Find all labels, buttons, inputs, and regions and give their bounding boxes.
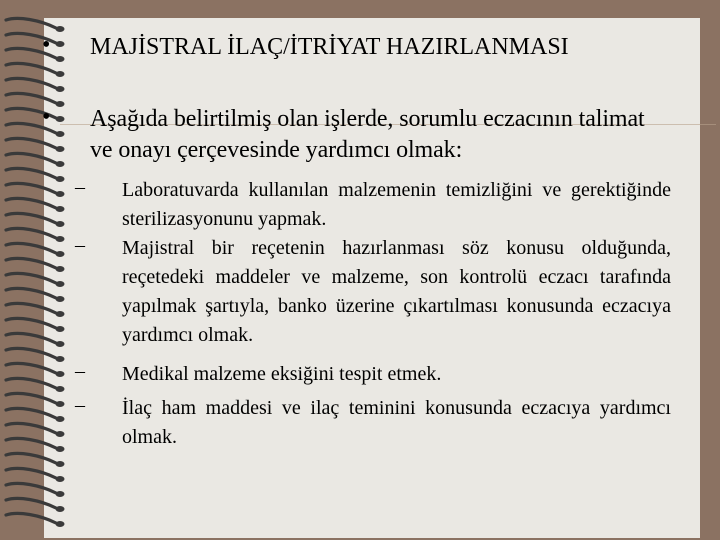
sub-bullet-marker: – <box>75 360 85 382</box>
bullet-marker: • <box>42 104 51 130</box>
bullet-text: MAJİSTRAL İLAÇ/İTRİYAT HAZIRLANMASI <box>90 34 569 60</box>
sub-bullet-text: Majistral bir reçetenin hazırlanması söz konusu olduğunda, reçetedeki maddeler ve malzeme, son kontrolü eczacı tarafında yapılmak şartıyla, banko üzerine çıkartılması konusunda eczacıya yardımcı olmak. <box>122 237 671 346</box>
sub-bullet-marker: – <box>75 176 85 198</box>
bullet-text: Aşağıda belirtilmiş olan işlerde, sorumlu eczacının talimat ve onayı çerçevesinde yardımcı olmak: <box>90 106 645 163</box>
sub-bullet-marker: – <box>75 234 85 256</box>
sub-bullet-text: Medikal malzeme eksiğini tespit etmek. <box>122 363 442 385</box>
sub-bullet-text: Laboratuvarda kullanılan malzemenin temizliğini ve gerektiğinde sterilizasyonunu yapmak. <box>122 179 671 230</box>
sub-bullet-text: İlaç ham maddesi ve ilaç teminini konusunda eczacıya yardımcı olmak. <box>122 397 671 448</box>
bullet-marker: • <box>42 32 51 58</box>
sub-bullet-marker: – <box>75 394 85 416</box>
